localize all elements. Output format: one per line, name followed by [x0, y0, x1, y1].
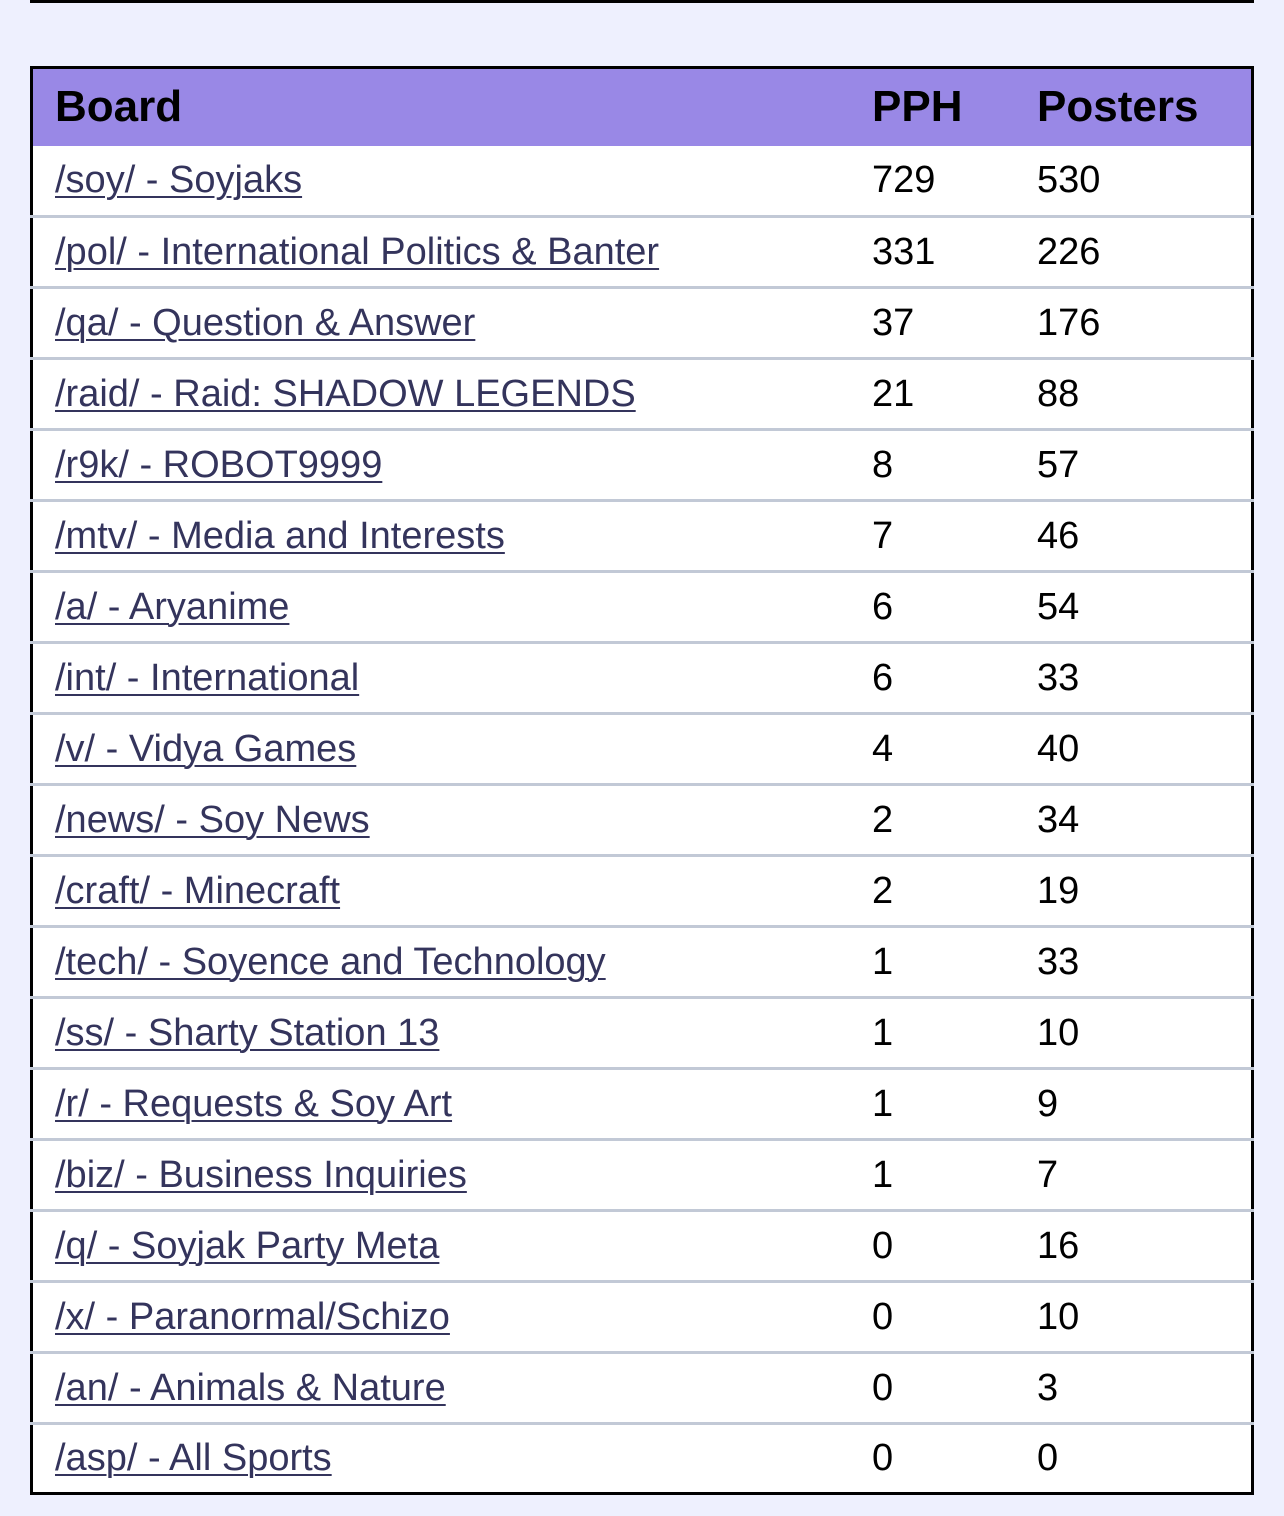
board-link[interactable]: /pol/ - International Politics & Banter: [55, 230, 660, 273]
pph-value: 8: [872, 443, 894, 486]
board-cell: [32, 998, 852, 1069]
pph-value: 4: [872, 727, 894, 770]
board-link[interactable]: /qa/ - Question & Answer: [55, 301, 476, 344]
board-cell: [32, 785, 852, 856]
pph-value: 21: [872, 372, 915, 415]
posters-value: 176: [1037, 301, 1101, 344]
pph-value: 0: [872, 1366, 894, 1409]
board-cell: [32, 1282, 852, 1353]
board-link[interactable]: /q/ - Soyjak Party Meta: [55, 1224, 440, 1267]
board-cell: [32, 1353, 852, 1424]
pph-value: 0: [872, 1437, 894, 1479]
table-row: [32, 217, 1253, 288]
board-cell: [32, 217, 852, 288]
table-row: [32, 572, 1253, 643]
posters-value: 0: [1037, 1437, 1059, 1479]
board-link[interactable]: /biz/ - Business Inquiries: [55, 1153, 467, 1196]
posters-value: 19: [1037, 869, 1080, 912]
table-body: [32, 146, 1253, 1494]
board-cell: [32, 643, 852, 714]
pph-value: 1: [872, 1153, 894, 1196]
table-row: [32, 785, 1253, 856]
pph-value: 2: [872, 798, 894, 841]
board-cell: [32, 146, 852, 217]
board-link[interactable]: /soy/ - Soyjaks: [55, 158, 303, 201]
board-cell: [32, 856, 852, 927]
board-cell: [32, 1424, 852, 1494]
pph-value: 0: [872, 1295, 894, 1338]
board-link[interactable]: /v/ - Vidya Games: [55, 727, 357, 770]
posters-value: 10: [1037, 1011, 1080, 1054]
board-cell: [32, 430, 852, 501]
posters-value: 7: [1037, 1153, 1059, 1196]
pph-value: 2: [872, 869, 894, 912]
pph-column-header: PPH: [872, 82, 963, 132]
pph-value: 6: [872, 656, 894, 699]
pph-value: 7: [872, 514, 894, 557]
table-row: [32, 430, 1253, 501]
board-cell: [32, 927, 852, 998]
table-row: [32, 856, 1253, 927]
posters-value: 33: [1037, 940, 1080, 983]
pph-value: 0: [872, 1224, 894, 1267]
board-link[interactable]: /tech/ - Soyence and Technology: [55, 940, 606, 983]
board-link[interactable]: /r/ - Requests & Soy Art: [55, 1082, 453, 1125]
board-link[interactable]: /int/ - International: [55, 656, 360, 699]
board-link[interactable]: /craft/ - Minecraft: [55, 869, 341, 912]
table-row: [32, 359, 1253, 430]
top-divider: [30, 0, 1254, 3]
posters-value: 16: [1037, 1224, 1080, 1267]
table-row: [32, 1353, 1253, 1424]
board-link[interactable]: /a/ - Aryanime: [55, 585, 290, 628]
board-link[interactable]: /ss/ - Sharty Station 13: [55, 1011, 440, 1054]
board-cell: [32, 1140, 852, 1211]
posters-column-header: Posters: [1037, 82, 1199, 132]
board-link[interactable]: /raid/ - Raid: SHADOW LEGENDS: [55, 372, 636, 415]
board-cell: [32, 501, 852, 572]
table-row: [32, 1211, 1253, 1282]
posters-value: 9: [1037, 1082, 1059, 1125]
table-row: [32, 643, 1253, 714]
table-row: [32, 1282, 1253, 1353]
posters-value: 46: [1037, 514, 1080, 557]
board-cell: [32, 359, 852, 430]
board-link[interactable]: /r9k/ - ROBOT9999: [55, 443, 383, 486]
posters-value: 57: [1037, 443, 1080, 486]
board-link[interactable]: /an/ - Animals & Nature: [55, 1366, 446, 1409]
pph-value: 729: [872, 158, 936, 201]
pph-value: 6: [872, 585, 894, 628]
table-row: [32, 1069, 1253, 1140]
posters-value: 226: [1037, 230, 1101, 273]
table-row: [32, 714, 1253, 785]
posters-value: 34: [1037, 798, 1080, 841]
table-row: [32, 146, 1253, 217]
posters-value: 3: [1037, 1366, 1059, 1409]
table-row: [32, 927, 1253, 998]
pph-value: 1: [872, 1011, 894, 1054]
table-row: [32, 998, 1253, 1069]
posters-value: 40: [1037, 727, 1080, 770]
board-cell: [32, 288, 852, 359]
posters-value: 530: [1037, 158, 1101, 201]
pph-value: 37: [872, 301, 915, 344]
posters-value: 54: [1037, 585, 1080, 628]
board-cell: [32, 1069, 852, 1140]
posters-value: 88: [1037, 372, 1080, 415]
posters-value: 10: [1037, 1295, 1080, 1338]
table-row: [32, 501, 1253, 572]
pph-value: 1: [872, 940, 894, 983]
table-row: [32, 1424, 1253, 1494]
board-link[interactable]: /news/ - Soy News: [55, 798, 370, 841]
board-link[interactable]: /x/ - Paranormal/Schizo: [55, 1295, 450, 1338]
board-column-header: Board: [55, 82, 183, 132]
board-cell: [32, 1211, 852, 1282]
board-stats-table: [30, 66, 1254, 1495]
table-header-row: [32, 68, 1253, 146]
pph-value: 1: [872, 1082, 894, 1125]
table-row: [32, 288, 1253, 359]
board-link[interactable]: /asp/ - All Sports: [55, 1437, 332, 1479]
board-cell: [32, 714, 852, 785]
board-cell: [32, 572, 852, 643]
pph-value: 331: [872, 230, 936, 273]
board-link[interactable]: /mtv/ - Media and Interests: [55, 514, 505, 557]
table-row: [32, 1140, 1253, 1211]
posters-value: 33: [1037, 656, 1080, 699]
